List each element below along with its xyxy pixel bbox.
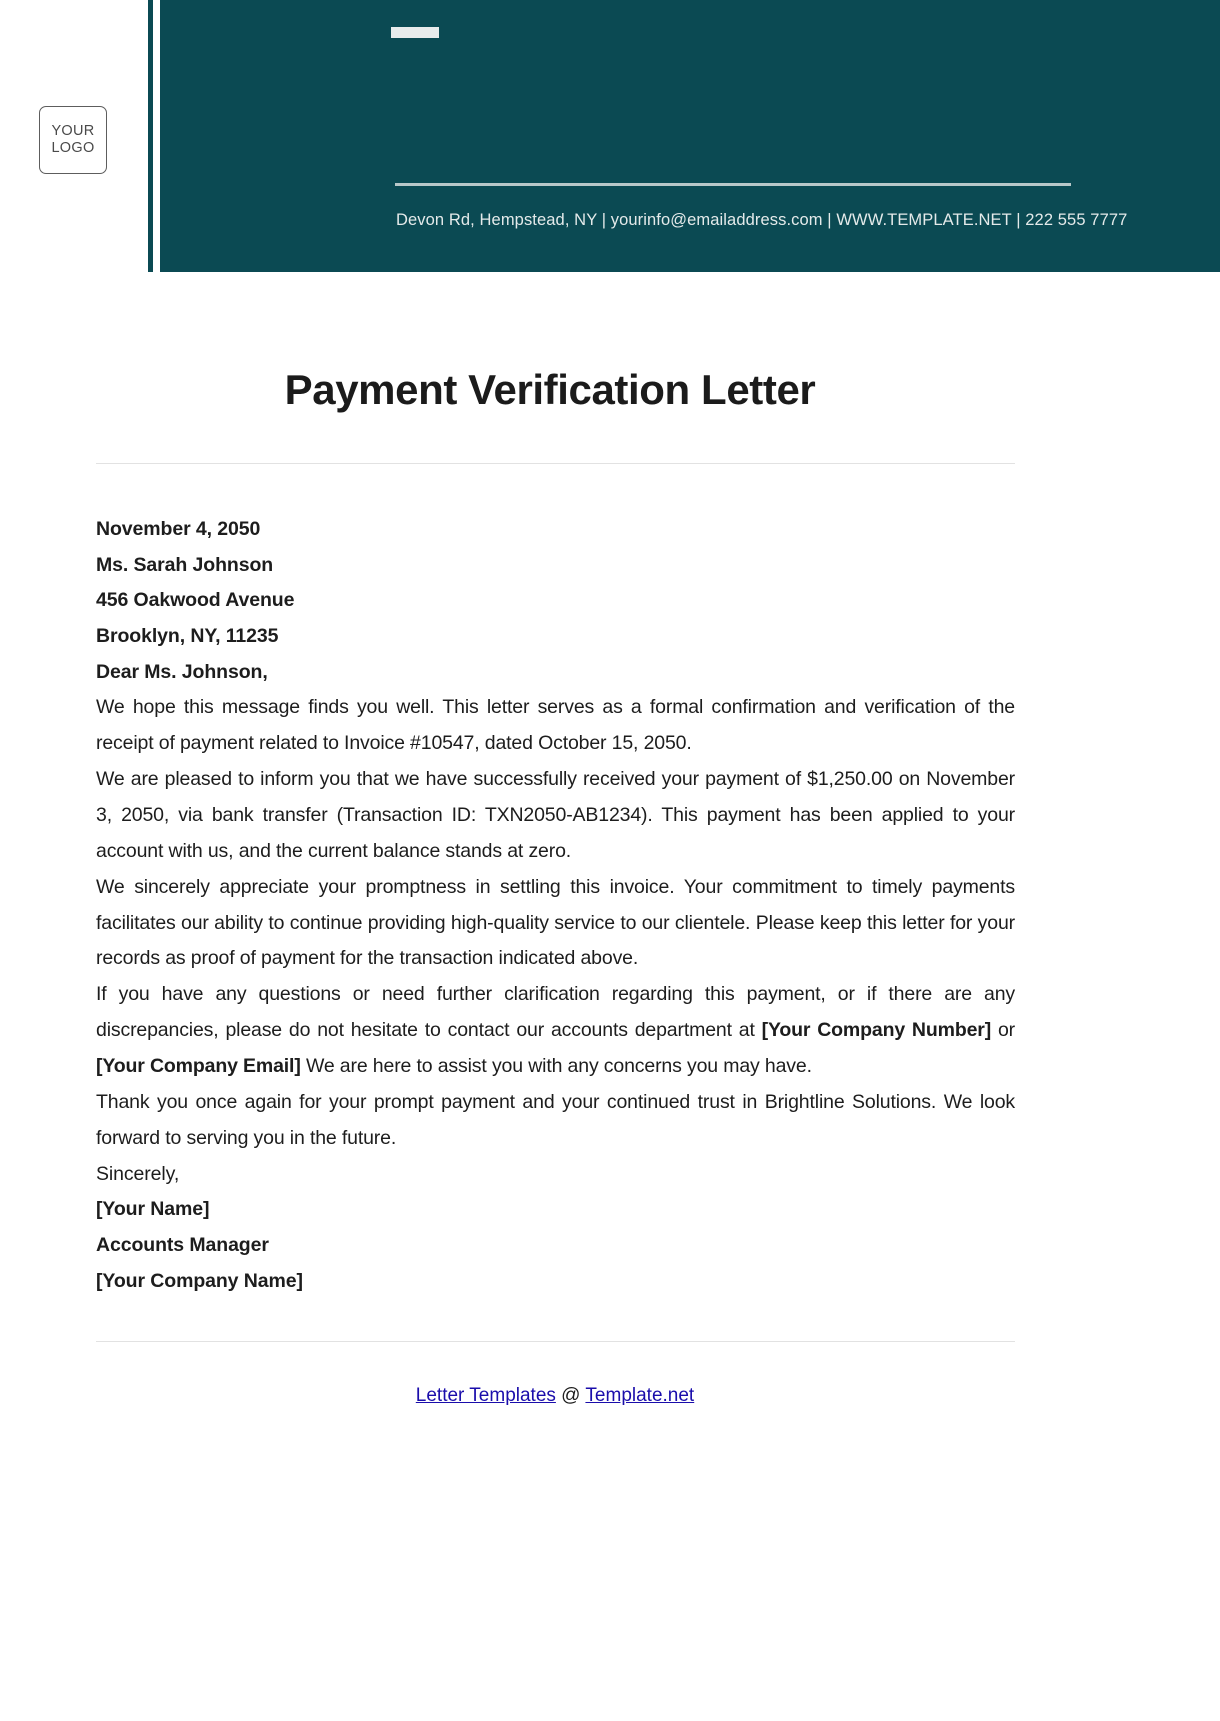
header-band [148,0,1220,272]
footer-link-letter-templates[interactable]: Letter Templates [415,1385,556,1406]
divider-below-body [96,1341,1015,1342]
header-dash-mark [391,27,439,38]
body-paragraph-4 [96,977,1015,1085]
body-paragraph-3: We sincerely appreciate your promptness in settling this invoice. Your commitment to timely payments facilitates our ability to continue providing high-quality service to our clientele. Please keep this letter for your records as proof of payment for the transaction indicated above. [96,875,1015,970]
letter-body [96,512,1015,1299]
paragraph-4-text-1: If you have any questions or need further clarification regarding this payment, or if there are any discrepancies, please do not hesitate to contact our accounts department at [96,983,1015,1042]
body-paragraph-1: We hope this message finds you well. This letter serves as a formal confirmation and verification of the receipt of payment related to Invoice #10547, dated October 15, 2050. [96,696,1015,755]
paragraph-4-text-2: or [991,1019,1016,1042]
company-email-placeholder: [Your Company Email] [96,1055,301,1078]
recipient-city: Brooklyn, NY, 11235 [96,625,279,648]
logo-placeholder [39,106,107,174]
salutation: Dear Ms. Johnson, [96,660,268,683]
footer-separator: @ [555,1385,586,1406]
divider-above-body [96,463,1015,464]
recipient-name: Ms. Sarah Johnson [96,553,274,576]
body-paragraph-5: Thank you once again for your prompt payment and your continued trust in Brightline Solutions. We look forward to serving you in the future. [96,1090,1015,1149]
page-title: Payment Verification Letter [284,366,816,413]
signature-title: Accounts Manager [96,1234,269,1257]
header-horizontal-rule [395,183,1071,186]
signature-company: [Your Company Name] [96,1269,303,1292]
header-divider-stripe [153,0,160,272]
logo-line-2: LOGO [51,140,95,156]
body-paragraph-2: We are pleased to inform you that we have successfully received your payment of $1,250.00 on November 3, 2050, via bank transfer (Transaction ID: TXN2050-AB1234). This payment has been applied to your account with us, and the current balance stands at zero. [96,768,1015,862]
company-number-placeholder: [Your Company Number] [761,1019,992,1042]
header-contact-line: Devon Rd, Hempstead, NY | yourinfo@emailaddress.com | WWW.TEMPLATE.NET | 222 555 7777 [396,211,1128,229]
signature-name: [Your Name] [96,1198,210,1221]
logo-line-1: YOUR [51,123,95,140]
footer [0,1385,1110,1407]
closing-line: Sincerely, [96,1162,180,1185]
footer-link-template-net[interactable]: Template.net [585,1385,695,1406]
letter-date: November 4, 2050 [96,518,261,540]
recipient-street: 456 Oakwood Avenue [96,589,295,612]
paragraph-4-text-3: We are here to assist you with any concerns you may have. [300,1055,812,1078]
